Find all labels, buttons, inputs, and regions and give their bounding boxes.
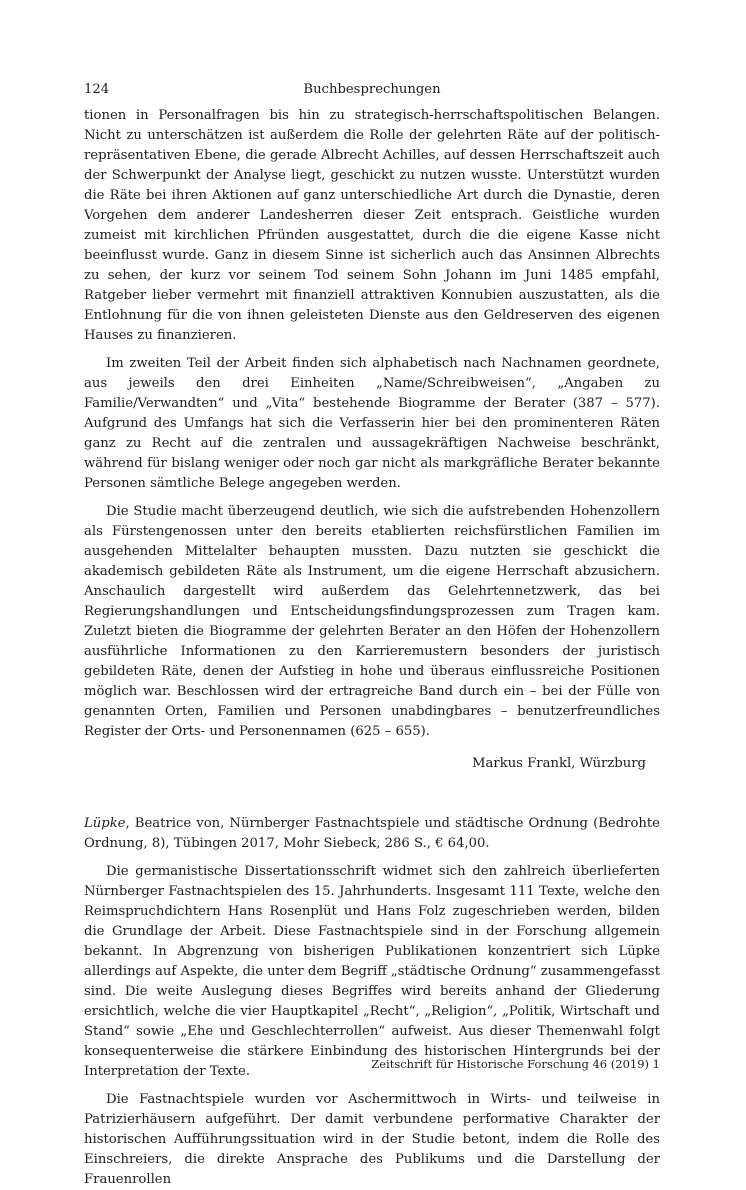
review1-paragraph-2: Im zweiten Teil der Arbeit finden sich alphabetisch nach Nachnamen geordnete, aus jeweils den drei Einheiten „Name/Schreibweisen“, „Angaben zu Familie/Verwandten“ und „Vita“ bestehende Biogramme der Berater (387 – 577). Aufgrund des Umfangs hat sich die Verfasserin hier bei den prominenteren Räten ganz zu Recht auf die zentralen und aussagekräftigen Nachweise beschränkt, während für bislang weniger oder noch gar nicht als markgräfliche Berater bekannte Personen sämtliche Belege angegeben werden. <box>84 356 660 491</box>
document-page <box>84 80 660 1190</box>
review2-paragraph-1: Die germanistische Dissertationsschrift widmet sich den zahlreich überlieferten Nürnberger Fastnachtspielen des 15. Jahrhunderts. Insgesamt 111 Texte, welche den Reimspruchdichtern Hans Rosenplüt und Hans Folz zugeschrieben werden, bilden die Grundlage der Arbeit. Diese Fastnachtspiele sind in der Forschung allgemein bekannt. In Abgrenzung von bisherigen Publikationen konzentriert sich Lüpke allerdings auf Aspekte, die unter dem Begriff „städtische Ordnung“ zusammengefasst sind. Die weite Auslegung dieses Begriffes wird bereits anhand der Gliederung ersichtlich, welche die vier Hauptkapitel „Recht“, „Religion“, „Politik, Wirtschaft und Stand“ sowie „Ehe und Geschlechterrollen“ aufweist. Aus dieser Themenwahl folgt konsequenterweise die stärkere Einbindung des historischen Hintergrunds bei der Interpretation der Texte. <box>84 864 660 1079</box>
review2-citation <box>84 814 660 854</box>
reviewer-signature: Markus Frankl, Würzburg <box>472 756 646 771</box>
review1-paragraph-1: tionen in Personalfragen bis hin zu strategisch-herrschaftspolitischen Belangen. Nicht zu unterschätzen ist außerdem die Rolle der gelehrten Räte auf der politisch-repräsentativen Ebene, die gerade Albrecht Achilles, auf dessen Herrschaftszeit auch der Schwerpunkt der Analyse liegt, geschickt zu nutzen wusste. Unterstützt wurden die Räte bei ihren Aktionen auf ganz unterschiedliche Art durch die Dynastie, deren Vorgehen dem anderer Landesherren dieser Zeit entsprach. Geistliche wurden zumeist mit kirchlichen Pfründen ausgestattet, durch die die eigene Kasse nicht beeinflusst wurde. Ganz in diesem Sinne ist sicherlich auch das Ansinnen Albrechts zu sehen, der kurz vor seinem Tod seinem Sohn Johann im Juni 1485 empfahl, Ratgeber lieber vermehrt mit finanziell attraktiven Konnubien auszustatten, als die Entlohnung für die von ihnen geleisteten Dienste aus den Geldreserven des eigenen Hauses zu finanzieren. <box>84 108 660 343</box>
review1-paragraph-3: Die Studie macht überzeugend deutlich, wie sich die aufstrebenden Hohenzollern als Fürstengenossen unter den bereits etablierten reichsfürstlichen Familien im ausgehenden Mittelalter behaupten mussten. Dazu nutzten sie geschickt die akademisch gebildeten Räte als Instrument, um die eigene Herrschaft abzusichern. Anschaulich dargestellt wird außerdem das Gelehrtennetzwerk, das bei Regierungshandlungen und Entscheidungsfindungsprozessen zum Tragen kam. Zuletzt bieten die Biogramme der gelehrten Berater an den Höfen der Hohenzollern ausführliche Informationen zu den Karrieremustern besonders der juristisch gebildeten Räte, denen der Aufstieg in hohe und überaus einflussreiche Positionen möglich war. Beschlossen wird der ertragreiche Band durch ein – bei der Fülle von genannten Orten, Familien und Personen unabdingbares – benutzerfreundliches Register der Orts- und Personennamen (625 – 655). <box>84 504 660 739</box>
journal-footer: Zeitschrift für Historische Forschung 46 (2019) 1 <box>371 1057 660 1071</box>
running-header <box>84 80 660 100</box>
review2-paragraph-2: Die Fastnachtspiele wurden vor Aschermittwoch in Wirts- und teilweise in Patrizierhäusern aufgeführt. Der damit verbundene performative Charakter der historischen Aufführungssituation wird in der Studie betont, indem die Rolle des Einschreiers, die direkte Ansprache des Publikums und die Darstellung der Frauenrollen <box>84 1092 660 1187</box>
review2-author: Lüpke <box>84 816 126 831</box>
section-title: Buchbesprechungen <box>303 82 441 97</box>
review2-citation-details: , Beatrice von, Nürnberger Fastnachtspiele und städtische Ordnung (Bedrohte Ordnung, 8), Tübingen 2017, Mohr Siebeck, 286 S., € 64,00. <box>84 816 660 851</box>
page-number: 124 <box>84 82 110 97</box>
